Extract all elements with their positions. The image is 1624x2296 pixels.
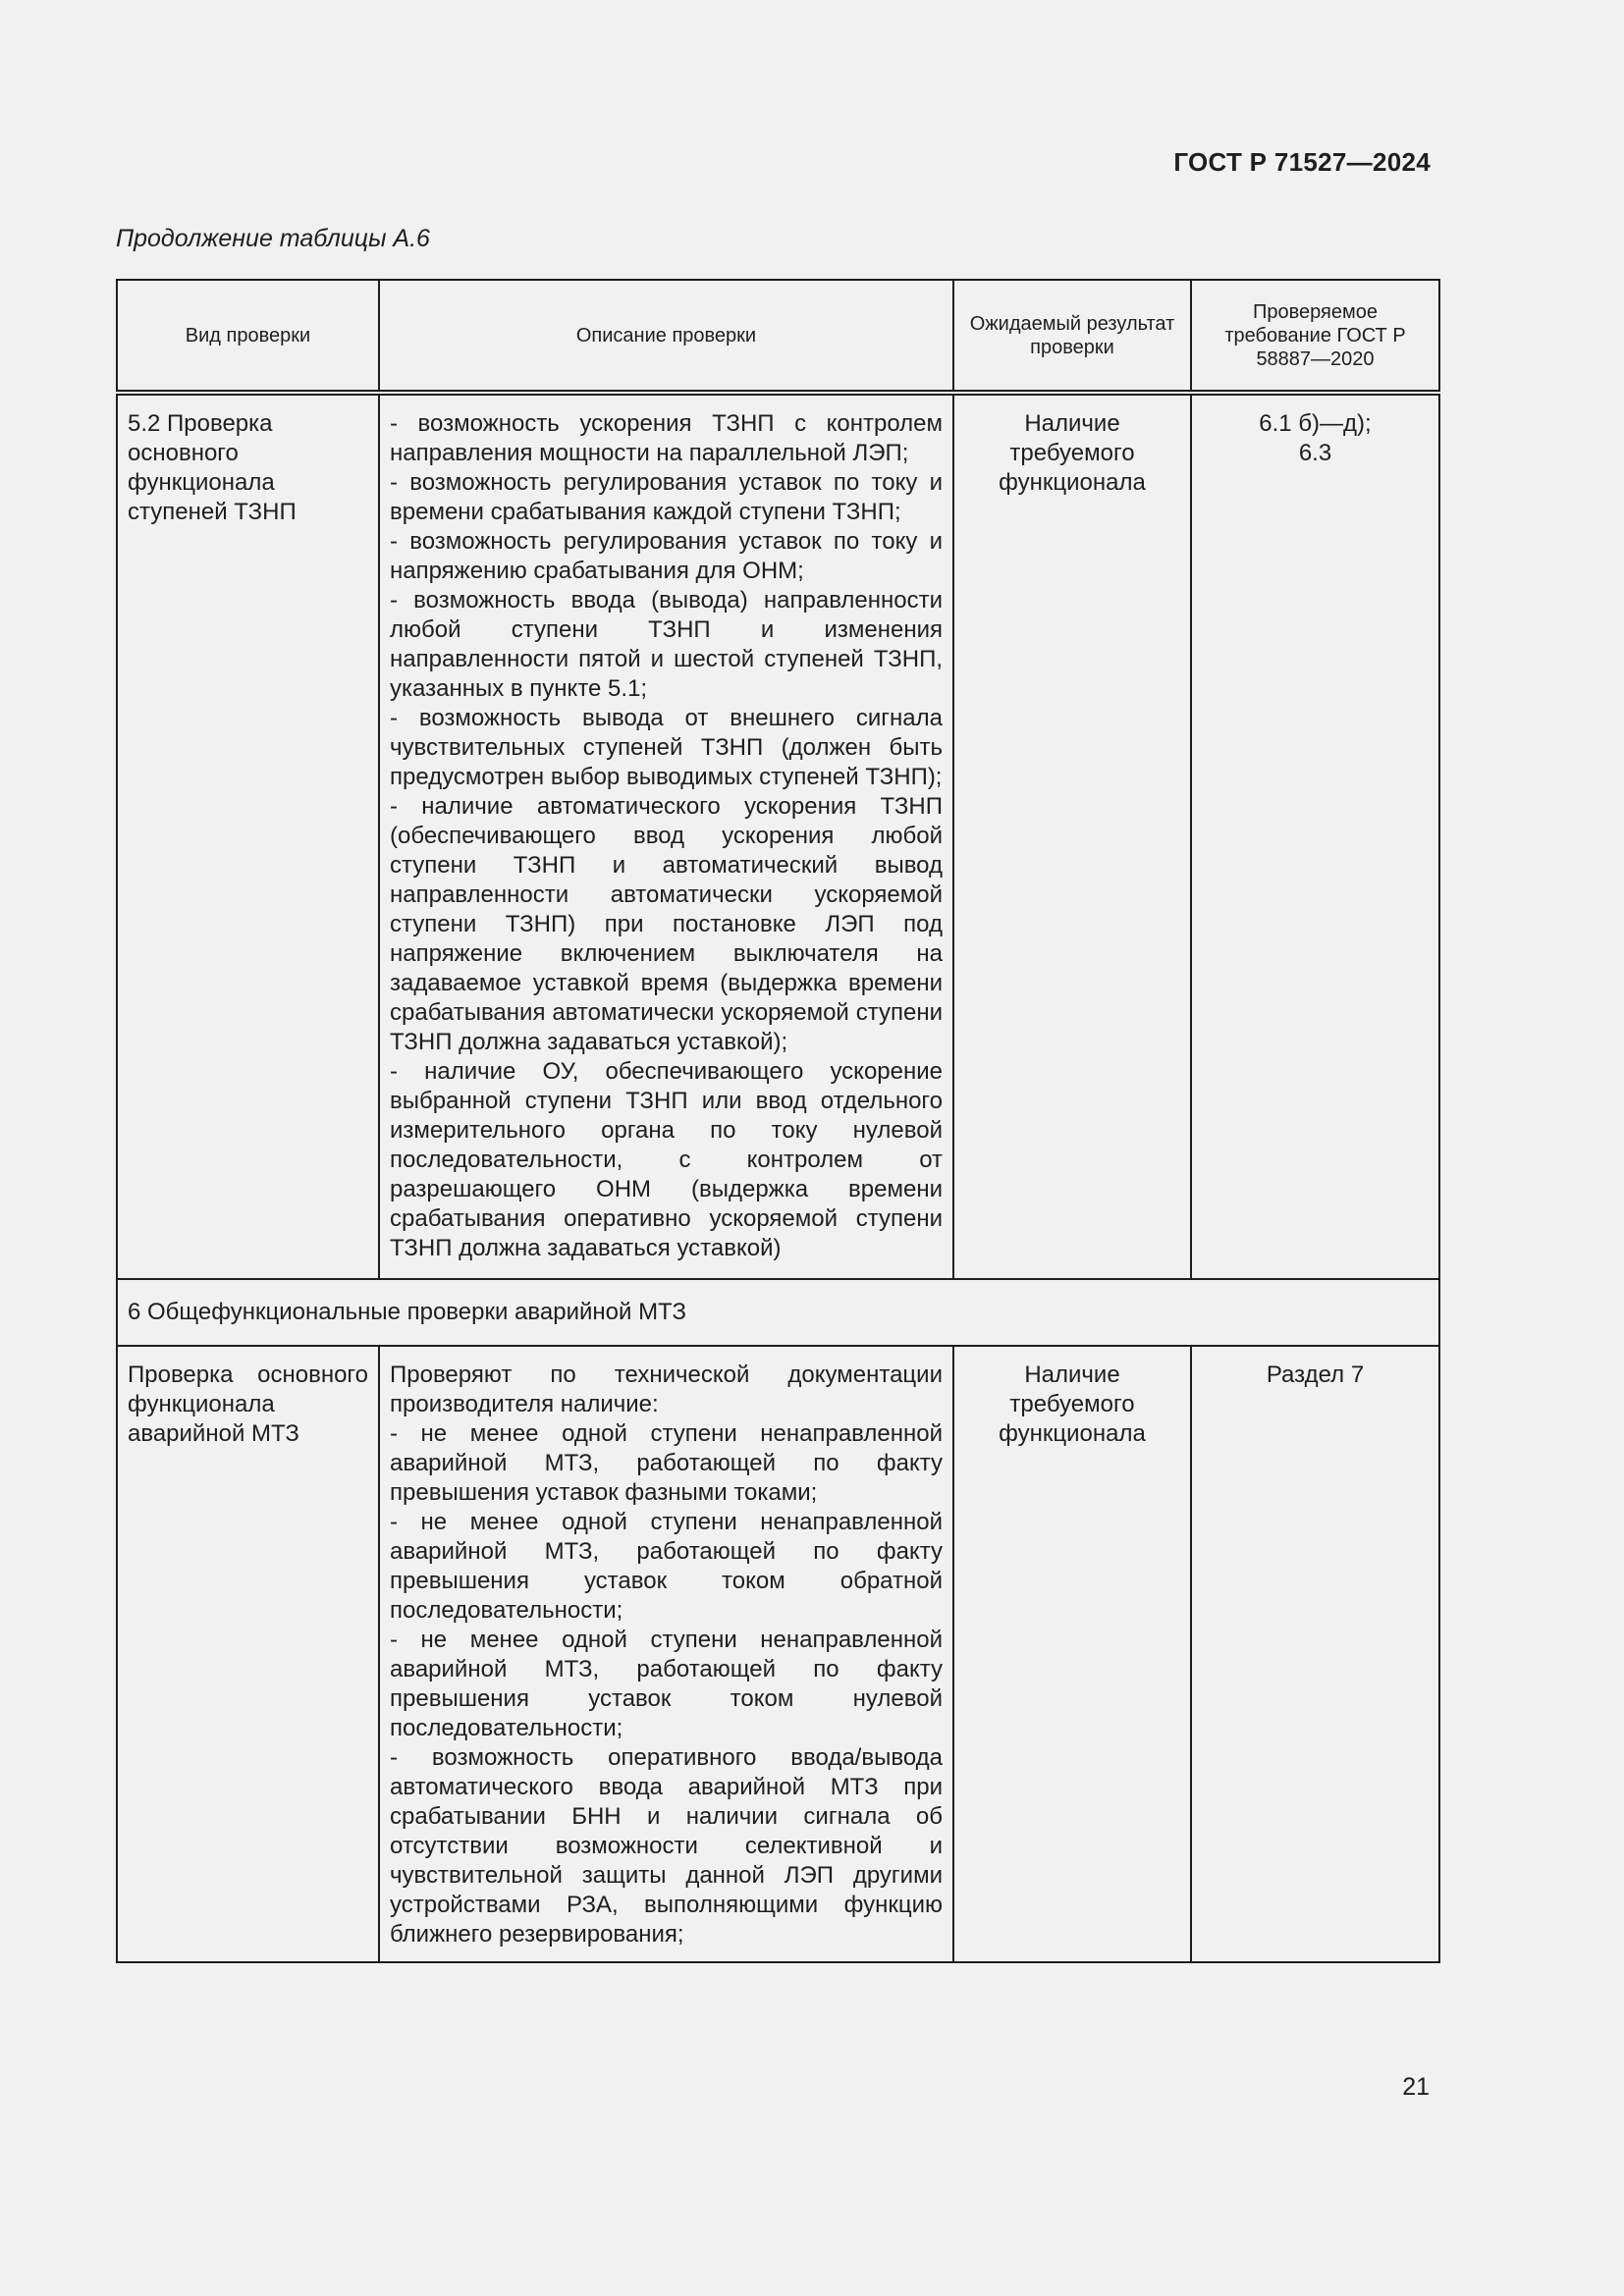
expected-result-cell: Наличие требуемого функционала: [953, 1346, 1191, 1962]
description-item: - возможность регулирования уставок по току и времени срабатывания каждой ступени ТЗНП;: [390, 469, 943, 525]
page-number: 21: [1402, 2073, 1430, 2101]
requirement-ref: 6.1 б)—д);: [1259, 410, 1372, 437]
description-item: - возможность оперативного ввода/вывода автоматического ввода аварийной МТЗ при срабатывании БНН и наличии сигнала об отсутствии возможности селективной и чувствительной защиты данной ЛЭП другими устройствами РЗА, выполняющими функцию ближнего резервирования;: [390, 1744, 943, 1948]
description-cell: [379, 1346, 953, 1962]
description-item: - возможность вывода от внешнего сигнала чувствительных ступеней ТЗНП (должен быть предусмотрен выбор выводимых ступеней ТЗНП);: [390, 705, 943, 790]
description-item: - не менее одной ступени ненаправленной аварийной МТЗ, работающей по факту превышения уставок током обратной последовательности;: [390, 1509, 943, 1624]
description-item: - не менее одной ступени ненаправленной аварийной МТЗ, работающей по факту превышения уставок током нулевой последовательности;: [390, 1627, 943, 1741]
description-cell: [379, 393, 953, 1279]
section-header-row: [117, 1279, 1439, 1346]
table-row: [117, 393, 1439, 1279]
description-item: - возможность регулирования уставок по току и напряжению срабатывания для ОНМ;: [390, 528, 943, 584]
check-type-cell: 5.2 Проверка основного функционала ступеней ТЗНП: [117, 393, 379, 1279]
description-item: - возможность ввода (вывода) направленности любой ступени ТЗНП и изменения направленности пятой и шестой ступеней ТЗНП, указанных в пункте 5.1;: [390, 587, 943, 702]
section-title: 6 Общефункциональные проверки аварийной МТЗ: [117, 1279, 1439, 1346]
requirement-ref: 6.3: [1298, 440, 1332, 466]
column-header-requirement: Проверяемое требование ГОСТ Р 58887—2020: [1191, 280, 1439, 393]
column-header-check-type: Вид проверки: [117, 280, 379, 393]
requirement-cell: [1191, 393, 1439, 1279]
table-caption: Продолжение таблицы А.6: [116, 225, 430, 252]
description-item: - не менее одной ступени ненаправленной аварийной МТЗ, работающей по факту превышения уставок фазными токами;: [390, 1420, 943, 1506]
table-header-row: [117, 280, 1439, 393]
column-header-expected-result: Ожидаемый результат проверки: [953, 280, 1191, 393]
document-code: ГОСТ Р 71527—2024: [1173, 147, 1431, 177]
expected-result-cell: Наличие требуемого функционала: [953, 393, 1191, 1279]
requirement-cell: Раздел 7: [1191, 1346, 1439, 1962]
description-item: - наличие ОУ, обеспечивающего ускорение выбранной ступени ТЗНП или ввод отдельного измерительного органа по току нулевой последовательности, с контролем от разрешающего ОНМ (выдержка времени срабатывания оперативно ускоряемой ступени ТЗНП должна задаваться уставкой): [390, 1058, 943, 1261]
requirements-table: [116, 279, 1440, 1963]
description-item: Проверяют по технической документации производителя наличие:: [390, 1362, 943, 1417]
check-type-cell: Проверка основного функционала аварийной МТЗ: [117, 1346, 379, 1962]
table-row: [117, 1346, 1439, 1962]
column-header-description: Описание проверки: [379, 280, 953, 393]
description-item: - возможность ускорения ТЗНП с контролем направления мощности на параллельной ЛЭП;: [390, 410, 943, 466]
description-item: - наличие автоматического ускорения ТЗНП (обеспечивающего ввод ускорения любой ступени ТЗНП и автоматический вывод направленности автоматически ускоряемой ступени ТЗНП) при постановке ЛЭП под напряжение включением выключателя на задаваемое уставкой время (выдержка времени срабатывания автоматически ускоряемой ступени ТЗНП должна задаваться уставкой);: [390, 793, 943, 1055]
